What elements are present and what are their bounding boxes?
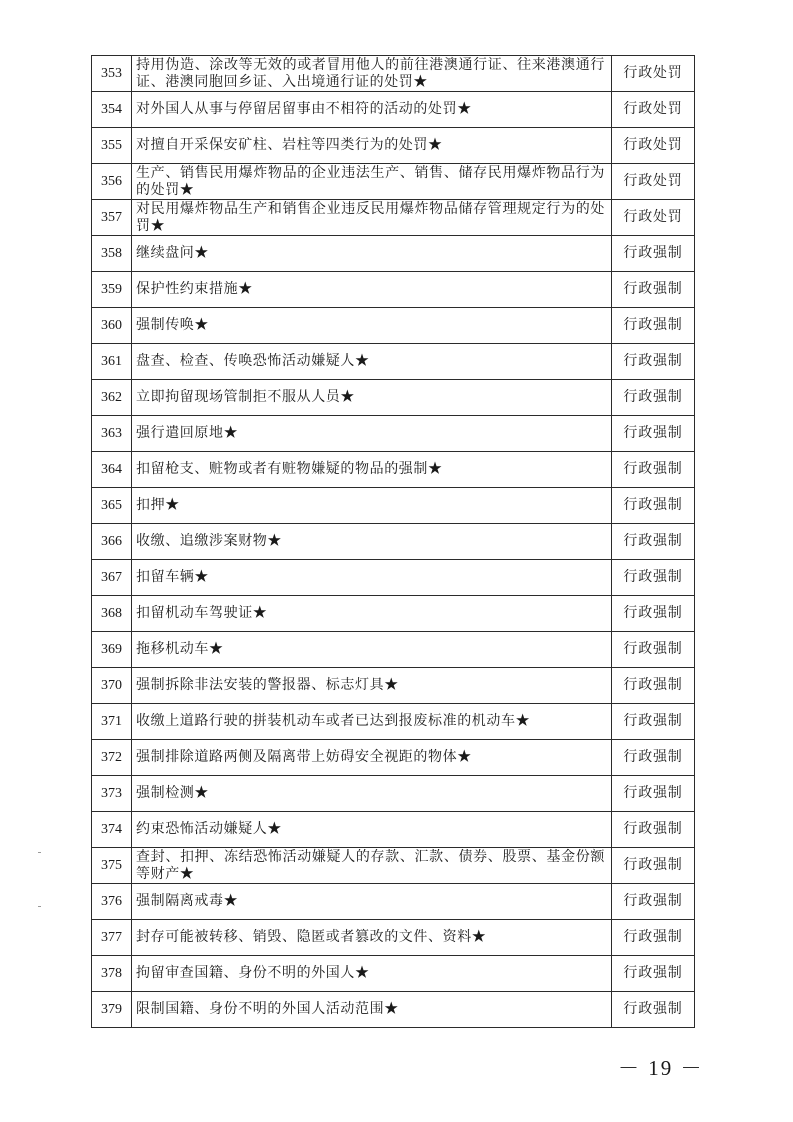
item-name: 强行遣回原地★ [132,416,612,452]
table-row [92,632,695,668]
table-row [92,164,695,200]
item-type: 行政强制 [612,560,695,596]
row-number: 356 [92,164,132,200]
item-type: 行政强制 [612,236,695,272]
item-type: 行政处罚 [612,92,695,128]
item-type: 行政处罚 [612,128,695,164]
scan-speck [38,906,41,907]
table-row [92,524,695,560]
item-type: 行政强制 [612,344,695,380]
item-name: 对民用爆炸物品生产和销售企业违反民用爆炸物品储存管理规定行为的处罚★ [132,200,612,236]
row-number: 363 [92,416,132,452]
table-row [92,56,695,92]
table-row [92,920,695,956]
row-number: 360 [92,308,132,344]
row-number: 371 [92,704,132,740]
item-type: 行政强制 [612,992,695,1028]
item-type: 行政处罚 [612,200,695,236]
item-name: 拖移机动车★ [132,632,612,668]
item-name: 持用伪造、涂改等无效的或者冒用他人的前往港澳通行证、往来港澳通行证、港澳同胞回乡证、入出境通行证的处罚★ [132,56,612,92]
item-name: 封存可能被转移、销毁、隐匿或者篡改的文件、资料★ [132,920,612,956]
item-type: 行政强制 [612,272,695,308]
table-row [92,956,695,992]
item-name: 收缴上道路行驶的拼装机动车或者已达到报废标准的机动车★ [132,704,612,740]
row-number: 370 [92,668,132,704]
row-number: 362 [92,380,132,416]
table-row [92,416,695,452]
item-type: 行政强制 [612,956,695,992]
item-type: 行政强制 [612,452,695,488]
row-number: 366 [92,524,132,560]
table-row [92,668,695,704]
item-type: 行政强制 [612,488,695,524]
item-type: 行政强制 [612,308,695,344]
item-type: 行政强制 [612,776,695,812]
administrative-powers-table [91,55,695,1028]
item-name: 强制传唤★ [132,308,612,344]
item-type: 行政处罚 [612,164,695,200]
item-name: 对外国人从事与停留居留事由不相符的活动的处罚★ [132,92,612,128]
item-type: 行政强制 [612,668,695,704]
item-name: 生产、销售民用爆炸物品的企业违法生产、销售、储存民用爆炸物品行为的处罚★ [132,164,612,200]
row-number: 364 [92,452,132,488]
item-type: 行政强制 [612,884,695,920]
item-name: 立即拘留现场管制拒不服从人员★ [132,380,612,416]
row-number: 354 [92,92,132,128]
row-number: 369 [92,632,132,668]
table-row [92,848,695,884]
table-row [92,308,695,344]
scan-speck [38,852,41,853]
item-name: 拘留审查国籍、身份不明的外国人★ [132,956,612,992]
item-name: 强制排除道路两侧及隔离带上妨碍安全视距的物体★ [132,740,612,776]
table-body [92,56,695,1028]
row-number: 357 [92,200,132,236]
table-row [92,992,695,1028]
row-number: 367 [92,560,132,596]
row-number: 355 [92,128,132,164]
item-name: 扣留机动车驾驶证★ [132,596,612,632]
item-name: 盘查、检查、传唤恐怖活动嫌疑人★ [132,344,612,380]
row-number: 373 [92,776,132,812]
item-type: 行政强制 [612,812,695,848]
document-table-container [91,55,694,1028]
table-row [92,236,695,272]
item-name: 扣留枪支、赃物或者有赃物嫌疑的物品的强制★ [132,452,612,488]
table-row [92,812,695,848]
item-name: 继续盘问★ [132,236,612,272]
item-name: 查封、扣押、冻结恐怖活动嫌疑人的存款、汇款、债券、股票、基金份额等财产★ [132,848,612,884]
table-row [92,884,695,920]
item-name: 扣押★ [132,488,612,524]
item-type: 行政强制 [612,848,695,884]
item-name: 约束恐怖活动嫌疑人★ [132,812,612,848]
item-name: 扣留车辆★ [132,560,612,596]
item-type: 行政处罚 [612,56,695,92]
table-row [92,488,695,524]
row-number: 379 [92,992,132,1028]
table-row [92,740,695,776]
item-name: 强制检测★ [132,776,612,812]
row-number: 359 [92,272,132,308]
item-name: 保护性约束措施★ [132,272,612,308]
table-row [92,272,695,308]
item-type: 行政强制 [612,416,695,452]
item-name: 强制拆除非法安装的警报器、标志灯具★ [132,668,612,704]
table-row [92,92,695,128]
item-name: 收缴、追缴涉案财物★ [132,524,612,560]
page-number: － 19 － [618,1056,704,1080]
row-number: 353 [92,56,132,92]
row-number: 376 [92,884,132,920]
item-type: 行政强制 [612,380,695,416]
row-number: 374 [92,812,132,848]
table-row [92,200,695,236]
table-row [92,452,695,488]
table-row [92,776,695,812]
item-type: 行政强制 [612,704,695,740]
item-name: 限制国籍、身份不明的外国人活动范围★ [132,992,612,1028]
item-type: 行政强制 [612,632,695,668]
item-type: 行政强制 [612,596,695,632]
table-row [92,344,695,380]
table-row [92,128,695,164]
row-number: 372 [92,740,132,776]
row-number: 365 [92,488,132,524]
item-type: 行政强制 [612,524,695,560]
row-number: 375 [92,848,132,884]
item-type: 行政强制 [612,740,695,776]
row-number: 358 [92,236,132,272]
row-number: 377 [92,920,132,956]
table-row [92,596,695,632]
row-number: 361 [92,344,132,380]
item-name: 对擅自开采保安矿柱、岩柱等四类行为的处罚★ [132,128,612,164]
table-row [92,380,695,416]
row-number: 378 [92,956,132,992]
table-row [92,704,695,740]
item-type: 行政强制 [612,920,695,956]
table-row [92,560,695,596]
row-number: 368 [92,596,132,632]
item-name: 强制隔离戒毒★ [132,884,612,920]
